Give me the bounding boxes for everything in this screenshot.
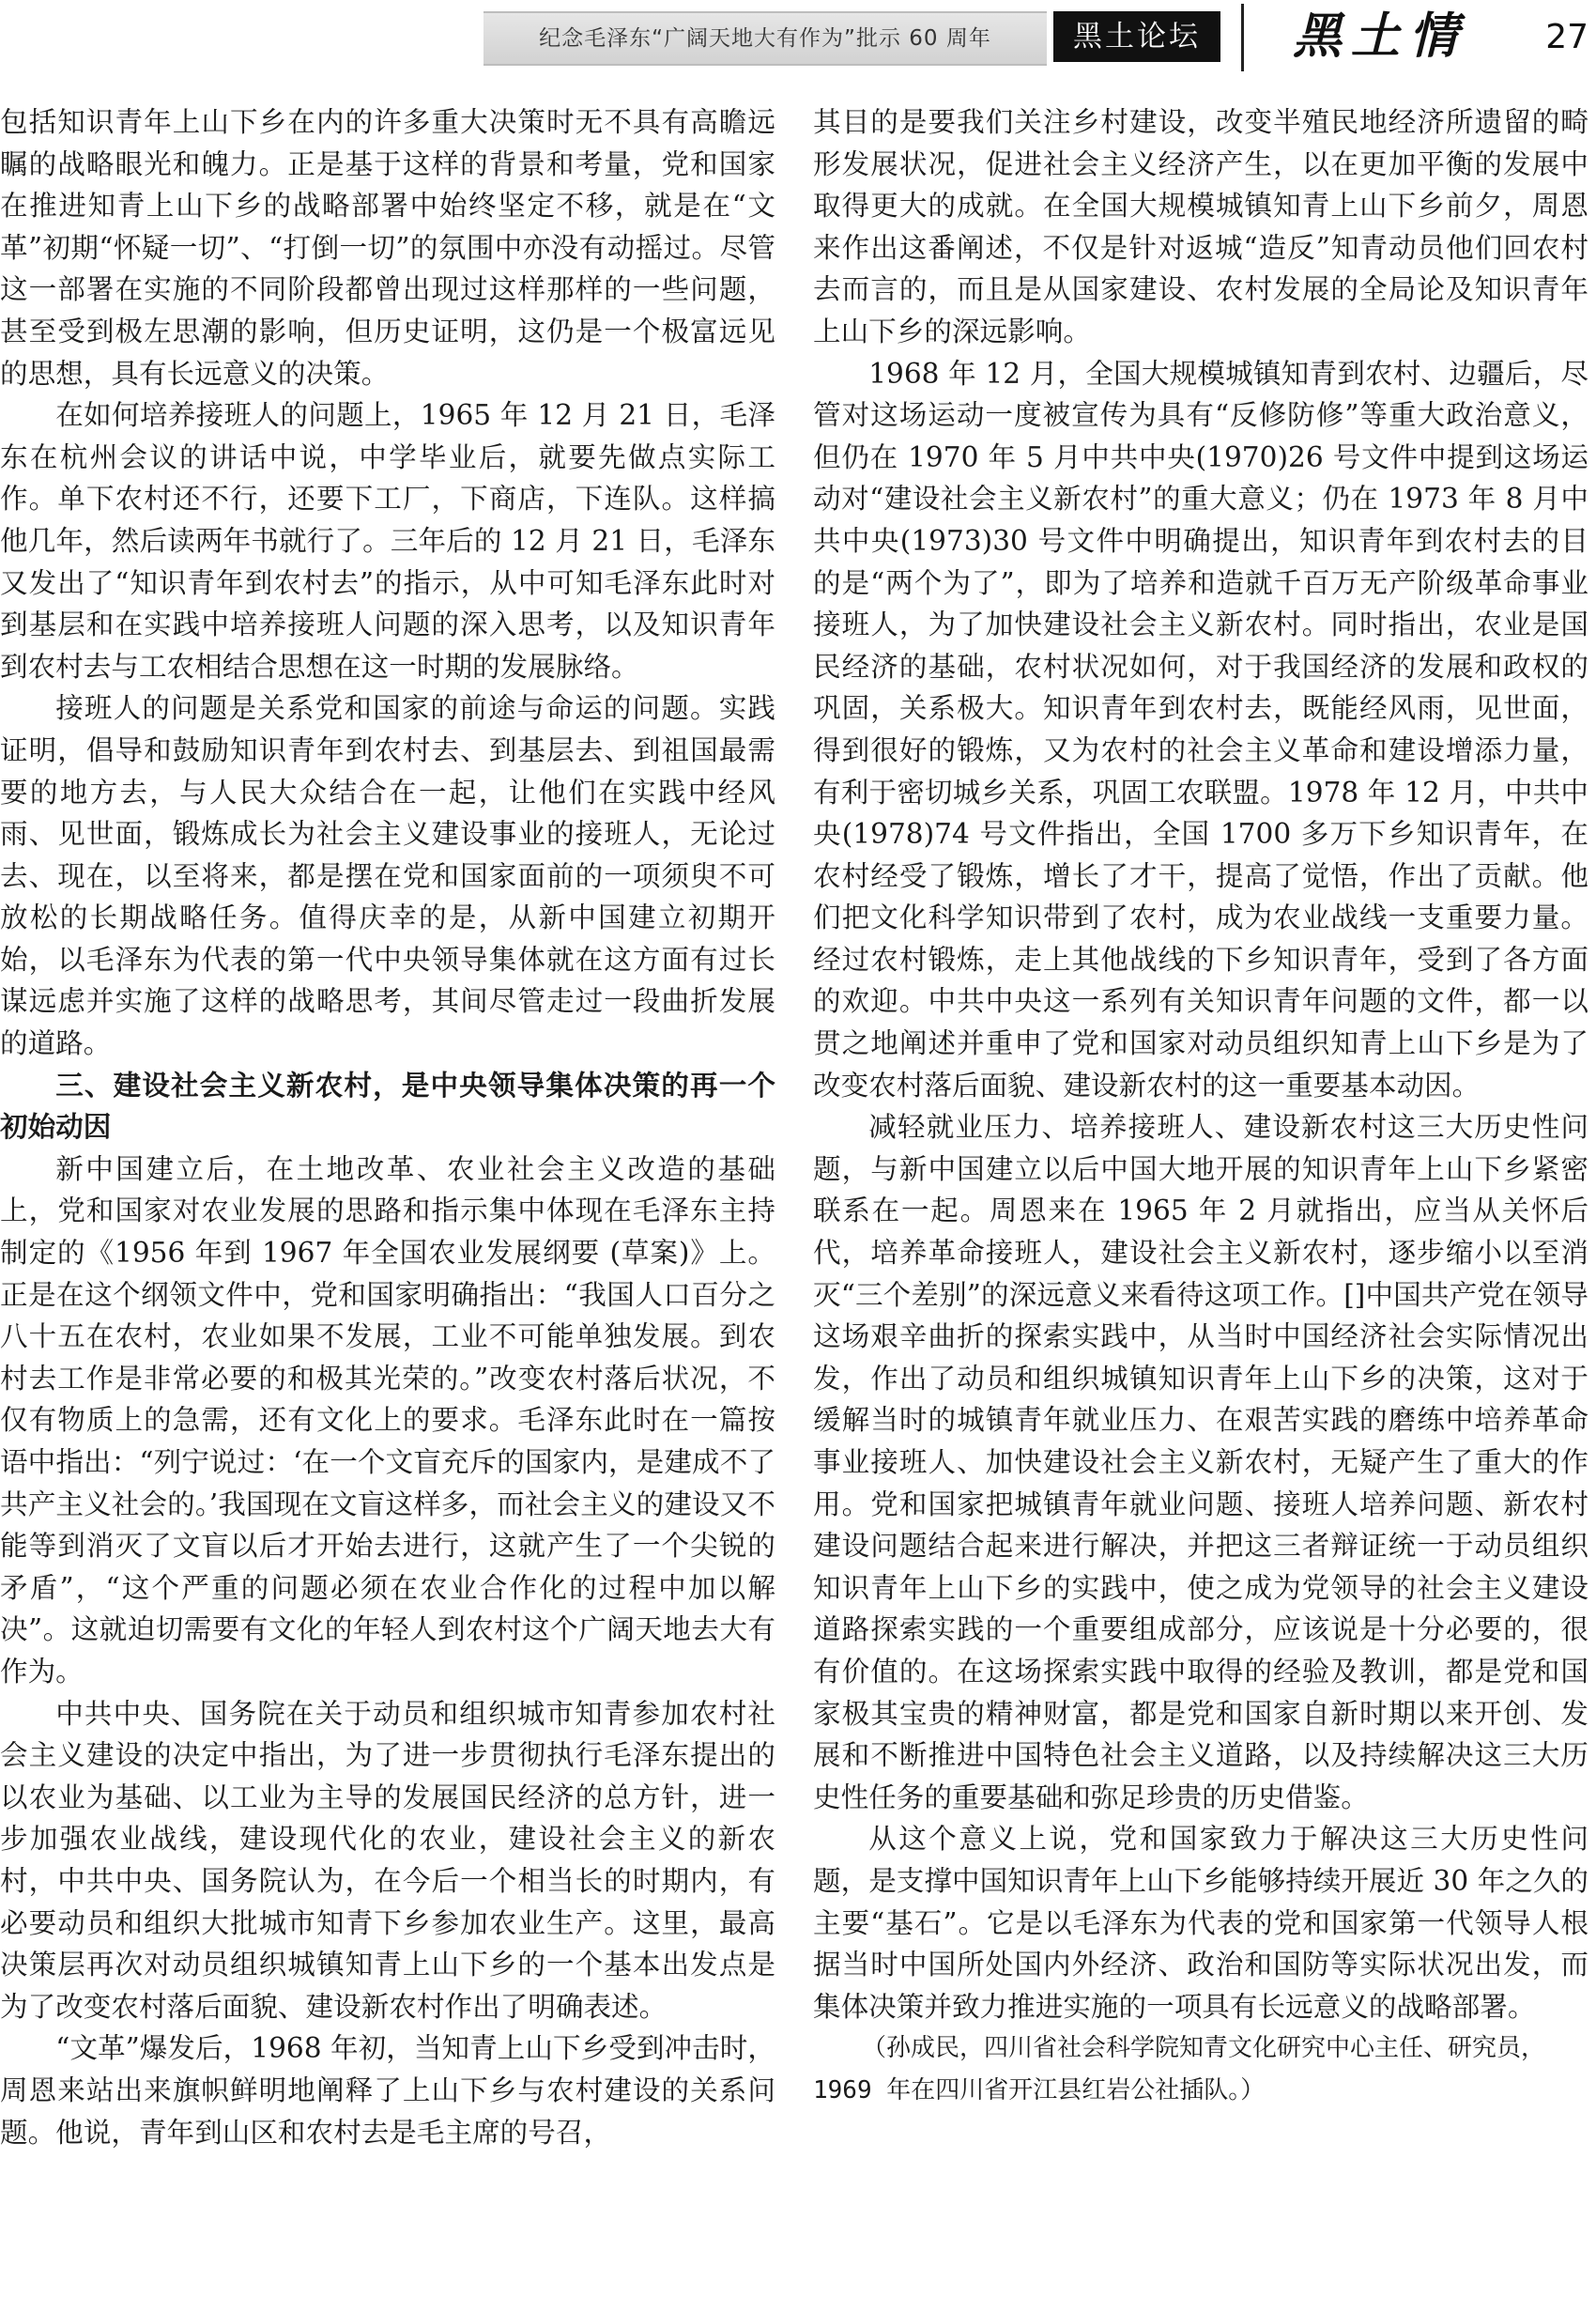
body-paragraph: 其目的是要我们关注乡村建设，改变半殖民地经济所遗留的畸形发展状况，促进社会主义经济产生，以在更加平衡的发展中取得更大的成就。在全国大规模城镇知青上山下乡前夕，周恩来作出这番阐述，不仅是针对返城“造反”知青动员他们回农村去而言的，而且是从国家建设、农村发展的全局论及知识青年上山下乡的深远影响。 [813, 106, 1588, 347]
author-note: （孙成民，四川省社会科学院知青文化研究中心主任、研究员，1969 年在四川省开江县红岩公社插队。） [813, 2034, 1546, 2104]
body-paragraph: 接班人的问题是关系党和国家的前途与命运的问题。实践证明，倡导和鼓励知识青年到农村去、到基层去、到祖国最需要的地方去，与人民大众结合在一起，让他们在实践中经风雨、见世面，锻炼成长为社会主义建设事业的接班人，无论过去、现在，以至将来，都是摆在党和国家面前的一项须臾不可放松的长期战略任务。值得庆幸的是，从新中国建立初期开始，以毛泽东为代表的第一代中央领导集体就在这方面有过长谋远虑并实施了这样的战略思考，其间尽管走过一段曲折发展的道路。 [0, 692, 775, 1060]
page-number: 27 [1545, 18, 1588, 56]
body-paragraph: 减轻就业压力、培养接班人、建设新农村这三大历史性问题，与新中国建立以后中国大地开展的知识青年上山下乡紧密联系在一起。周恩来在 1965 年 2 月就指出，应当从关怀后代，培养革命接班人，建设社会主义新农村，逐步缩小以至消灭“三个差别”的深远意义来看待这项工作。[]中国共产党在领导这场艰辛曲折的探索实践中，从当时中国经济社会实际情况出发，作出了动员和组织城镇知识青年上山下乡的决策，这对于缓解当时的城镇青年就业压力、在艰苦实践的磨练中培养革命事业接班人、加快建设社会主义新农村，无疑产生了重大的作用。党和国家把城镇青年就业问题、接班人培养问题、新农村建设问题结合起来进行解决，并把这三者辩证统一于动员组织知识青年上山下乡的实践中，使之成为党领导的社会主义建设道路探索实践的一个重要组成部分，应该说是十分必要的，很有价值的。在这场探索实践中取得的经验及教训，都是党和国家极其宝贵的精神财富，都是党和国家自新时期以来开创、发展和不断推进中国特色社会主义道路，以及持续解决这三大历史性任务的重要基础和弥足珍贵的历史借鉴。 [813, 1111, 1588, 1813]
left-column [0, 101, 775, 2285]
header-tagline: 纪念毛泽东“广阔天地大有作为”批示 60 周年 [539, 26, 991, 51]
header-tagline-strip [483, 11, 1047, 66]
body-paragraph: 新中国建立后，在土地改革、农业社会主义改造的基础上，党和国家对农业发展的思路和指示集中体现在毛泽东主持制定的《1956 年到 1967 年全国农业发展纲要 (草案)》上。正是在这个纲领文件中，党和国家明确指出：“我国人口百分之八十五在农村，农业如果不发展，工业不可能单独发展。到农村去工作是非常必要的和极其光荣的。”改变农村落后状况，不仅有物质上的急需，还有文化上的要求。毛泽东此时在一篇按语中指出：“列宁说过：‘在一个文盲充斥的国家内，是建成不了共产主义社会的。’我国现在文盲这样多，而社会主义的建设又不能等到消灭了文盲以后才开始去进行，这就产生了一个尖锐的矛盾”，“这个严重的问题必须在农业合作化的过程中加以解决”。这就迫切需要有文化的年轻人到农村这个广阔天地去大有作为。 [0, 1152, 775, 1688]
section-heading: 三、建设社会主义新农村，是中央领导集体决策的再一个初始动因 [0, 1069, 775, 1144]
magazine-logo: 黑土情 [1292, 8, 1467, 65]
body-paragraph: 在如何培养接班人的问题上，1965 年 12 月 21 日，毛泽东在杭州会议的讲话中说，中学毕业后，就要先做点实际工作。单下农村还不行，还要下工厂，下商店，下连队。这样搞他几年，然后读两年书就行了。三年后的 12 月 21 日，毛泽东又发出了“知识青年到农村去”的指示，从中可知毛泽东此时对到基层和在实践中培养接班人问题的深入思考，以及知识青年到农村去与工农相结合思想在这一时期的发展脉络。 [0, 399, 775, 683]
body-paragraph: 中共中央、国务院在关于动员和组织城市知青参加农村社会主义建设的决定中指出，为了进一步贯彻执行毛泽东提出的以农业为基础、以工业为主导的发展国民经济的总方针，进一步加强农业战线，建设现代化的农业，建设社会主义的新农村，中共中央、国务院认为，在今后一个相当长的时期内，有必要动员和组织大批城市知青下乡参加农业生产。这里，最高决策层再次对动员组织城镇知青上山下乡的一个基本出发点是为了改变农村落后面貌、建设新农村作出了明确表述。 [0, 1697, 775, 2023]
right-column [813, 101, 1588, 2285]
body-paragraph: 包括知识青年上山下乡在内的许多重大决策时无不具有高瞻远瞩的战略眼光和魄力。正是基于这样的背景和考量，党和国家在推进知青上山下乡的战略部署中始终坚定不移，就是在“文革”初期“怀疑一切”、“打倒一切”的氛围中亦没有动摇过。尽管这一部署在实施的不同阶段都曾出现过这样那样的一些问题，甚至受到极左思潮的影响，但历史证明，这仍是一个极富远见的思想，具有长远意义的决策。 [0, 106, 775, 390]
column-name-badge: 黑土论坛 [1053, 11, 1220, 62]
body-paragraph: “文革”爆发后，1968 年初，当知青上山下乡受到冲击时，周恩来站出来旗帜鲜明地阐释了上山下乡与农村建设的关系问题。他说，青年到山区和农村去是毛主席的号召， [0, 2032, 775, 2149]
body-paragraph: 1968 年 12 月，全国大规模城镇知青到农村、边疆后，尽管对这场运动一度被宣传为具有“反修防修”等重大政治意义，但仍在 1970 年 5 月中共中央(1970)26 号文件中提到这场运动对“建设社会主义新农村”的重大意义；仍在 1973 年 8 月中共中央(1973)30 号文件中明确提出，知识青年到农村去的目的是“两个为了”，即为了培养和造就千百万无产阶级革命事业接班人，为了加快建设社会主义新农村。同时指出，农业是国民经济的基础，农村状况如何，对于我国经济的发展和政权的巩固，关系极大。知识青年到农村去，既能经风雨，见世面，得到很好的锻炼，又为农村的社会主义革命和建设增添力量，有利于密切城乡关系，巩固工农联盟。1978 年 12 月，中共中央(1978)74 号文件指出，全国 1700 多万下乡知识青年，在农村经受了锻炼，增长了才干，提高了觉悟，作出了贡献。他们把文化科学知识带到了农村，成为农业战线一支重要力量。经过农村锻炼，走上其他战线的下乡知识青年，受到了各方面的欢迎。中共中央这一系列有关知识青年问题的文件，都一以贯之地阐述并重申了党和国家对动员组织知青上山下乡是为了改变农村落后面貌、建设新农村的这一重要基本动因。 [813, 357, 1588, 1102]
body-paragraph: 从这个意义上说，党和国家致力于解决这三大历史性问题，是支撑中国知识青年上山下乡能够持续开展近 30 年之久的主要“基石”。它是以毛泽东为代表的党和国家第一代领导人根据当时中国所处国内外经济、政治和国防等实际状况出发，而集体决策并致力推进实施的一项具有长远意义的战略部署。 [813, 1823, 1588, 2023]
page-header [0, 0, 1596, 77]
header-divider [1241, 4, 1244, 71]
